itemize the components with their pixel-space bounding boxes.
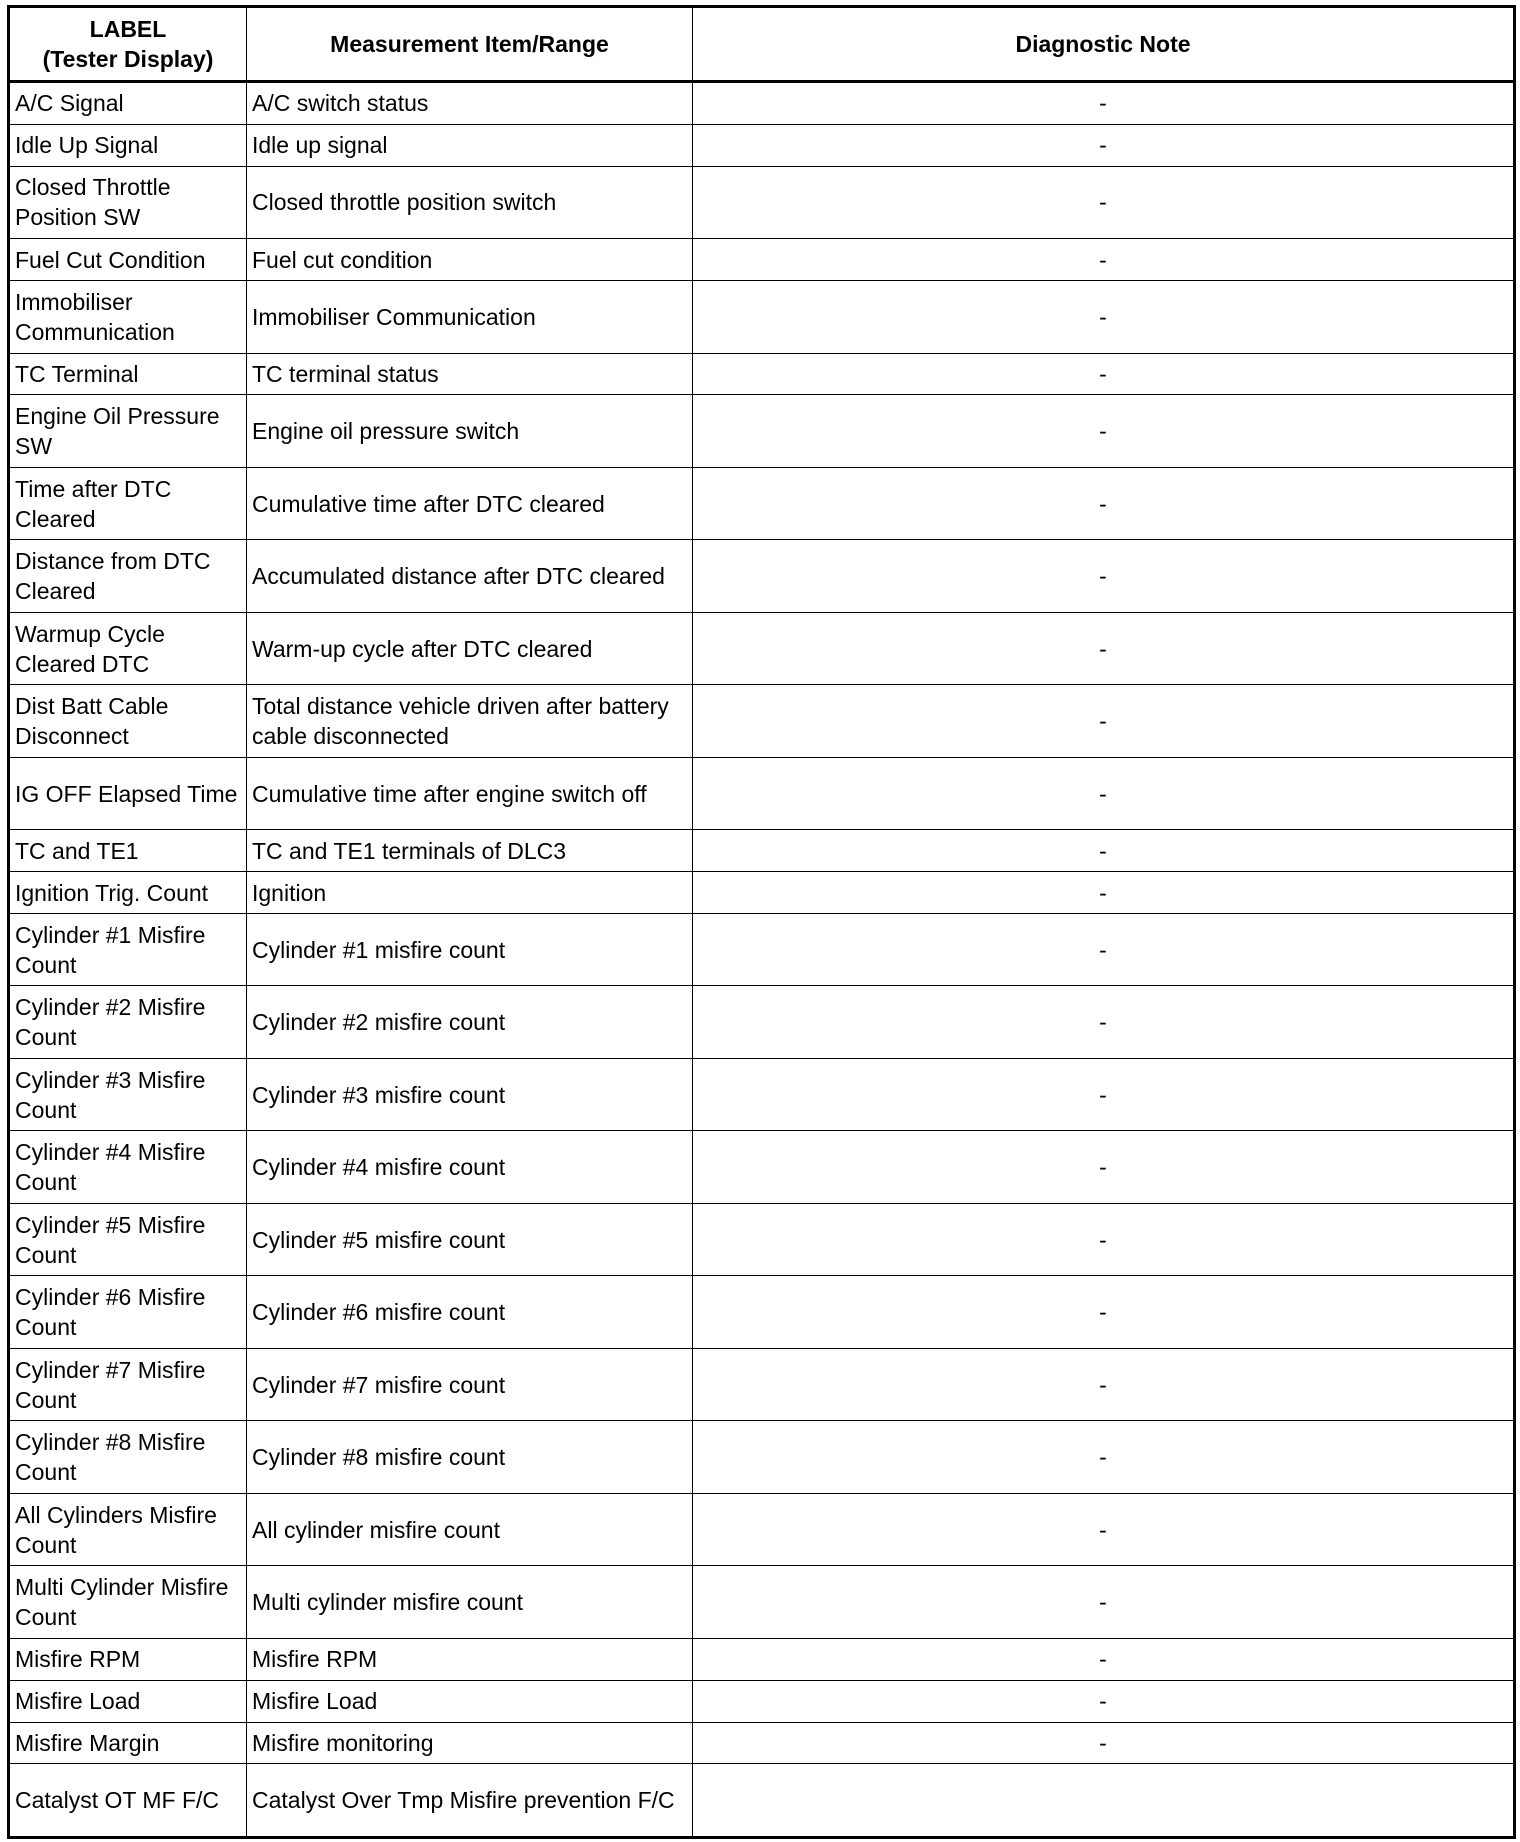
data-list-table bbox=[7, 5, 1516, 1839]
row-item: Ignition bbox=[247, 872, 693, 914]
table-row bbox=[9, 1566, 1515, 1638]
table-row bbox=[9, 1493, 1515, 1565]
row-label: A/C Signal bbox=[9, 82, 247, 125]
header-measurement-item: Measurement Item/Range bbox=[247, 7, 693, 82]
row-item: Misfire monitoring bbox=[247, 1722, 693, 1764]
table-row bbox=[9, 1638, 1515, 1680]
row-label: Dist Batt Cable Disconnect bbox=[9, 685, 247, 757]
row-item: Cylinder #1 misfire count bbox=[247, 913, 693, 985]
row-item: Misfire Load bbox=[247, 1680, 693, 1722]
row-item: Cylinder #3 misfire count bbox=[247, 1058, 693, 1130]
table-row bbox=[9, 1421, 1515, 1493]
row-label: Ignition Trig. Count bbox=[9, 872, 247, 914]
table-row bbox=[9, 281, 1515, 353]
header-label bbox=[9, 7, 247, 82]
row-note: - bbox=[693, 1493, 1515, 1565]
row-label: Idle Up Signal bbox=[9, 124, 247, 166]
row-item: A/C switch status bbox=[247, 82, 693, 125]
row-note: - bbox=[693, 1566, 1515, 1638]
table-row bbox=[9, 986, 1515, 1058]
table-row bbox=[9, 1131, 1515, 1203]
header-diagnostic-note: Diagnostic Note bbox=[693, 7, 1515, 82]
row-note: - bbox=[693, 1203, 1515, 1275]
row-item: Cumulative time after engine switch off bbox=[247, 757, 693, 829]
table-row bbox=[9, 467, 1515, 539]
row-label: Cylinder #6 Misfire Count bbox=[9, 1276, 247, 1348]
row-note: - bbox=[693, 353, 1515, 395]
row-item: All cylinder misfire count bbox=[247, 1493, 693, 1565]
row-note: - bbox=[693, 757, 1515, 829]
row-note: - bbox=[693, 1638, 1515, 1680]
table-row bbox=[9, 913, 1515, 985]
row-label: Catalyst OT MF F/C bbox=[9, 1764, 247, 1838]
row-item: Catalyst Over Tmp Misfire prevention F/C bbox=[247, 1764, 693, 1838]
table-row bbox=[9, 540, 1515, 612]
row-label: Cylinder #2 Misfire Count bbox=[9, 986, 247, 1058]
table-row bbox=[9, 612, 1515, 684]
row-note: - bbox=[693, 913, 1515, 985]
row-label: All Cylinders Misfire Count bbox=[9, 1493, 247, 1565]
row-item: Warm-up cycle after DTC cleared bbox=[247, 612, 693, 684]
row-item: TC terminal status bbox=[247, 353, 693, 395]
row-item: Total distance vehicle driven after battery cable disconnected bbox=[247, 685, 693, 757]
header-label-line1: LABEL bbox=[89, 16, 167, 42]
row-note: - bbox=[693, 685, 1515, 757]
row-label: Multi Cylinder Misfire Count bbox=[9, 1566, 247, 1638]
row-item: Cylinder #5 misfire count bbox=[247, 1203, 693, 1275]
row-item: Fuel cut condition bbox=[247, 239, 693, 281]
table-row bbox=[9, 757, 1515, 829]
row-label: Cylinder #4 Misfire Count bbox=[9, 1131, 247, 1203]
row-item: Cylinder #6 misfire count bbox=[247, 1276, 693, 1348]
row-item: Closed throttle position switch bbox=[247, 166, 693, 238]
row-label: Engine Oil Pressure SW bbox=[9, 395, 247, 467]
table-row bbox=[9, 124, 1515, 166]
table-row bbox=[9, 239, 1515, 281]
row-label: Cylinder #8 Misfire Count bbox=[9, 1421, 247, 1493]
row-item: Misfire RPM bbox=[247, 1638, 693, 1680]
row-label: Cylinder #5 Misfire Count bbox=[9, 1203, 247, 1275]
row-note: - bbox=[693, 872, 1515, 914]
row-label: Cylinder #3 Misfire Count bbox=[9, 1058, 247, 1130]
row-note: - bbox=[693, 1348, 1515, 1420]
row-note: - bbox=[693, 166, 1515, 238]
row-label: Misfire Margin bbox=[9, 1722, 247, 1764]
row-label: Misfire Load bbox=[9, 1680, 247, 1722]
table-row bbox=[9, 830, 1515, 872]
row-label: TC and TE1 bbox=[9, 830, 247, 872]
row-note: - bbox=[693, 1722, 1515, 1764]
row-item: TC and TE1 terminals of DLC3 bbox=[247, 830, 693, 872]
table-row bbox=[9, 353, 1515, 395]
row-label: Immobiliser Communication bbox=[9, 281, 247, 353]
row-label: Fuel Cut Condition bbox=[9, 239, 247, 281]
row-note: - bbox=[693, 467, 1515, 539]
table-row bbox=[9, 1203, 1515, 1275]
row-note: - bbox=[693, 395, 1515, 467]
row-label: Warmup Cycle Cleared DTC bbox=[9, 612, 247, 684]
row-item: Multi cylinder misfire count bbox=[247, 1566, 693, 1638]
row-label: Misfire RPM bbox=[9, 1638, 247, 1680]
table-row bbox=[9, 1058, 1515, 1130]
header-label-line2: (Tester Display) bbox=[42, 46, 214, 72]
table-row bbox=[9, 1276, 1515, 1348]
row-label: Time after DTC Cleared bbox=[9, 467, 247, 539]
row-note: - bbox=[693, 1421, 1515, 1493]
table-row bbox=[9, 166, 1515, 238]
row-note: - bbox=[693, 1276, 1515, 1348]
row-note: - bbox=[693, 1680, 1515, 1722]
row-item: Accumulated distance after DTC cleared bbox=[247, 540, 693, 612]
row-note bbox=[693, 1764, 1515, 1838]
table-row bbox=[9, 872, 1515, 914]
row-note: - bbox=[693, 281, 1515, 353]
row-note: - bbox=[693, 1058, 1515, 1130]
row-item: Idle up signal bbox=[247, 124, 693, 166]
row-item: Cylinder #4 misfire count bbox=[247, 1131, 693, 1203]
table-row bbox=[9, 685, 1515, 757]
row-item: Cylinder #2 misfire count bbox=[247, 986, 693, 1058]
row-label: Cylinder #1 Misfire Count bbox=[9, 913, 247, 985]
row-label: Distance from DTC Cleared bbox=[9, 540, 247, 612]
row-item: Engine oil pressure switch bbox=[247, 395, 693, 467]
row-note: - bbox=[693, 540, 1515, 612]
row-item: Cylinder #8 misfire count bbox=[247, 1421, 693, 1493]
table-row bbox=[9, 82, 1515, 125]
row-note: - bbox=[693, 124, 1515, 166]
row-note: - bbox=[693, 612, 1515, 684]
table-row bbox=[9, 395, 1515, 467]
row-item: Immobiliser Communication bbox=[247, 281, 693, 353]
table-row bbox=[9, 1722, 1515, 1764]
row-label: TC Terminal bbox=[9, 353, 247, 395]
row-label: IG OFF Elapsed Time bbox=[9, 757, 247, 829]
row-note: - bbox=[693, 82, 1515, 125]
row-note: - bbox=[693, 830, 1515, 872]
row-label: Cylinder #7 Misfire Count bbox=[9, 1348, 247, 1420]
data-list-table-container bbox=[7, 5, 1513, 1839]
row-label: Closed Throttle Position SW bbox=[9, 166, 247, 238]
table-header-row bbox=[9, 7, 1515, 82]
row-item: Cumulative time after DTC cleared bbox=[247, 467, 693, 539]
row-note: - bbox=[693, 239, 1515, 281]
table-row bbox=[9, 1348, 1515, 1420]
row-item: Cylinder #7 misfire count bbox=[247, 1348, 693, 1420]
row-note: - bbox=[693, 1131, 1515, 1203]
table-row bbox=[9, 1680, 1515, 1722]
row-note: - bbox=[693, 986, 1515, 1058]
table-row bbox=[9, 1764, 1515, 1838]
